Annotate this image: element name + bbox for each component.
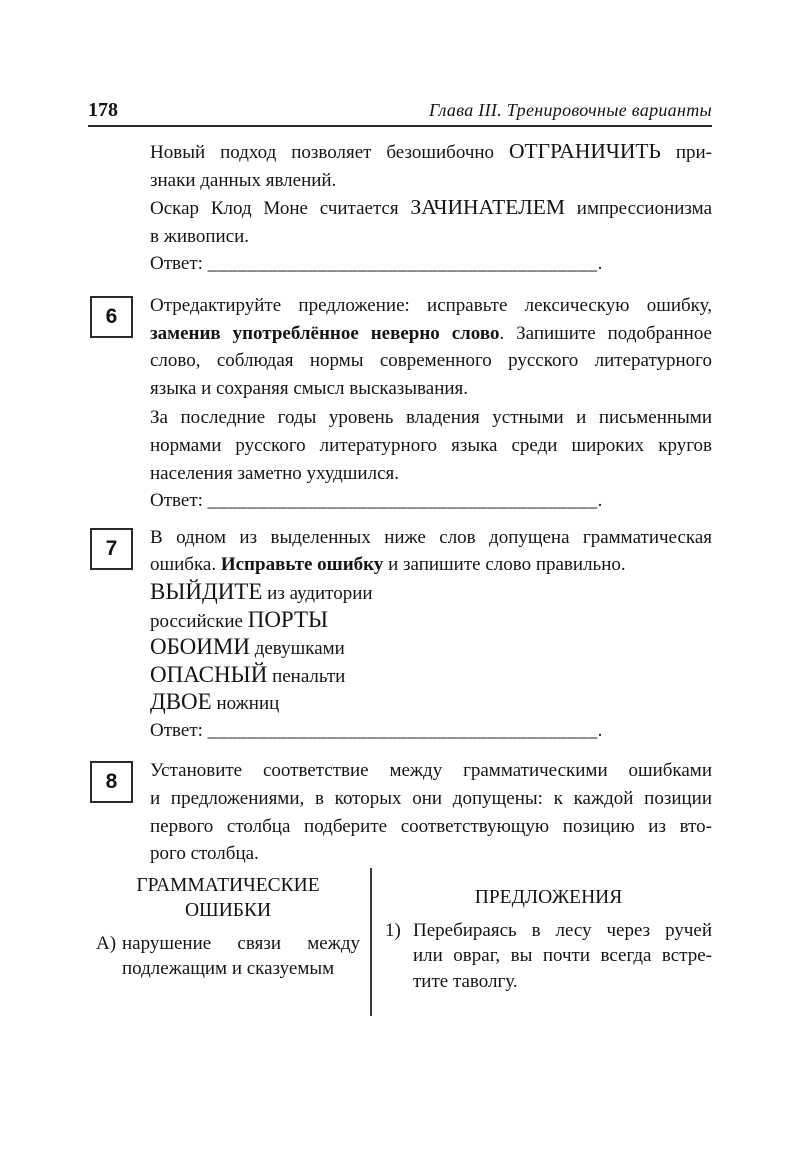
item-line: нарушение связи между (122, 932, 360, 954)
task-number: 8 (105, 770, 118, 794)
answer-blank: _______________________________________ (207, 490, 598, 512)
answer-period: . (597, 253, 603, 275)
sentences-column-header: ПРЕДЛОЖЕНИЯ (474, 886, 623, 908)
text-run: из аудитории (262, 582, 373, 604)
paragraph-line: рого столбца. (150, 843, 259, 865)
word-option (150, 689, 712, 717)
option-word-caps: ДВОЕ (150, 689, 212, 715)
paragraph-line (150, 551, 712, 579)
lead-paragraph-2 (150, 194, 712, 250)
paragraph-line: знаки данных явлений. (150, 169, 337, 191)
item-label: А) (96, 932, 117, 954)
chapter-title: Глава III. Тренировочные варианты (428, 100, 712, 120)
header-line: ОШИБКИ (184, 899, 272, 921)
item-line: или овраг, вы почти всегда встре- (413, 945, 712, 967)
highlighted-word: ЗАЧИНАТЕЛЕМ (410, 195, 565, 220)
text-run: . Запишите подобранное (499, 322, 712, 344)
answer-row (150, 250, 712, 278)
bold-instruction: заменив употреблённое неверно слово (150, 322, 500, 344)
task-6 (88, 292, 712, 515)
task-number-box (90, 528, 133, 570)
paragraph-line (150, 194, 712, 223)
item-label: 1) (385, 919, 401, 941)
text-run: девушками (249, 638, 345, 660)
lead-paragraph-1 (150, 138, 712, 194)
running-head (88, 100, 712, 127)
task-7 (88, 524, 712, 745)
item-line: тите таволгу. (413, 971, 518, 993)
page-number: 178 (88, 99, 118, 121)
paragraph-line: В одном из выделенных ниже слов допущена грамматическая (150, 526, 712, 548)
answer-blank: _______________________________________ (207, 719, 598, 741)
task-number-box (90, 761, 133, 803)
paragraph-line: первого столбца подберите соответствующую позицию из вто- (150, 815, 712, 837)
task-number: 7 (105, 536, 118, 560)
paragraph-line: населения заметно ухудшился. (150, 462, 400, 484)
word-option (150, 579, 712, 607)
task-8 (88, 757, 712, 1015)
paragraph-line: языка и сохраняя смысл высказывания. (150, 377, 469, 399)
text-run: при- (660, 142, 712, 163)
errors-column-header (96, 873, 360, 923)
text-run: пенальти (267, 665, 346, 687)
task-number: 6 (105, 304, 118, 328)
paragraph-line (150, 320, 712, 348)
sentence-item-1 (385, 918, 712, 995)
answer-period: . (597, 719, 603, 741)
paragraph-line (150, 138, 712, 167)
text-run: российские (150, 610, 248, 632)
text-run: и запишите слово правильно. (383, 554, 626, 576)
highlighted-word: ОТГРАНИЧИТЬ (509, 139, 661, 163)
task-8-intro (150, 757, 712, 867)
sentences-column (372, 868, 712, 1016)
text-run: ошибка. (150, 554, 221, 576)
word-option (150, 607, 712, 635)
answer-blank: _______________________________________ (207, 253, 598, 275)
option-word-caps: ВЫЙДИТЕ (150, 578, 263, 604)
errors-column (88, 868, 372, 1016)
text-run: Новый подход позволяет безошибочно (150, 142, 510, 163)
text-run: Оскар Клод Моне считается (150, 198, 411, 220)
item-text (122, 931, 360, 982)
item-line: Перебираясь в лесу через ручей (413, 919, 712, 941)
answer-period: . (597, 490, 603, 512)
word-option (150, 662, 712, 690)
option-word-caps: ПОРТЫ (247, 606, 329, 632)
paragraph-line: нормами русского литературного языка среди широких кругов (150, 434, 712, 456)
paragraph-line: Установите соответствие между грамматическими ошибками (150, 760, 712, 782)
answer-row (150, 487, 712, 515)
header-line: ГРАММАТИЧЕСКИЕ (136, 874, 320, 896)
task-number-box (90, 296, 133, 338)
answer-label: Ответ: (150, 719, 203, 741)
paragraph-line: и предложениями, в которых они допущены: к каждой позиции (150, 788, 712, 810)
text-run: ножниц (211, 693, 280, 715)
item-line: подлежащим и сказуемым (122, 958, 335, 980)
option-word-caps: ОБОИМИ (150, 634, 250, 660)
text-run: импрессионизма (564, 198, 712, 220)
answer-row (150, 717, 712, 745)
error-item-a (96, 931, 360, 982)
paragraph-line: Отредактируйте предложение: исправьте лексическую ошибку, (150, 294, 712, 316)
task-6-intro (150, 292, 712, 402)
page-content (88, 138, 712, 1016)
task-7-options (150, 579, 712, 717)
option-word-caps: ОПАСНЫЙ (150, 661, 268, 687)
paragraph-line: в живописи. (150, 225, 250, 247)
item-text (413, 918, 712, 995)
paragraph-line: слово, соблюдая нормы современного русского литературного (150, 350, 712, 372)
word-option (150, 634, 712, 662)
bold-instruction: Исправьте ошибку (220, 554, 384, 576)
answer-label: Ответ: (150, 490, 203, 512)
task-7-intro (150, 524, 712, 579)
answer-label: Ответ: (150, 253, 203, 275)
paragraph-line: За последние годы уровень владения устными и письменными (150, 407, 712, 429)
matching-table (88, 868, 712, 1016)
task-6-sentence (150, 404, 712, 487)
